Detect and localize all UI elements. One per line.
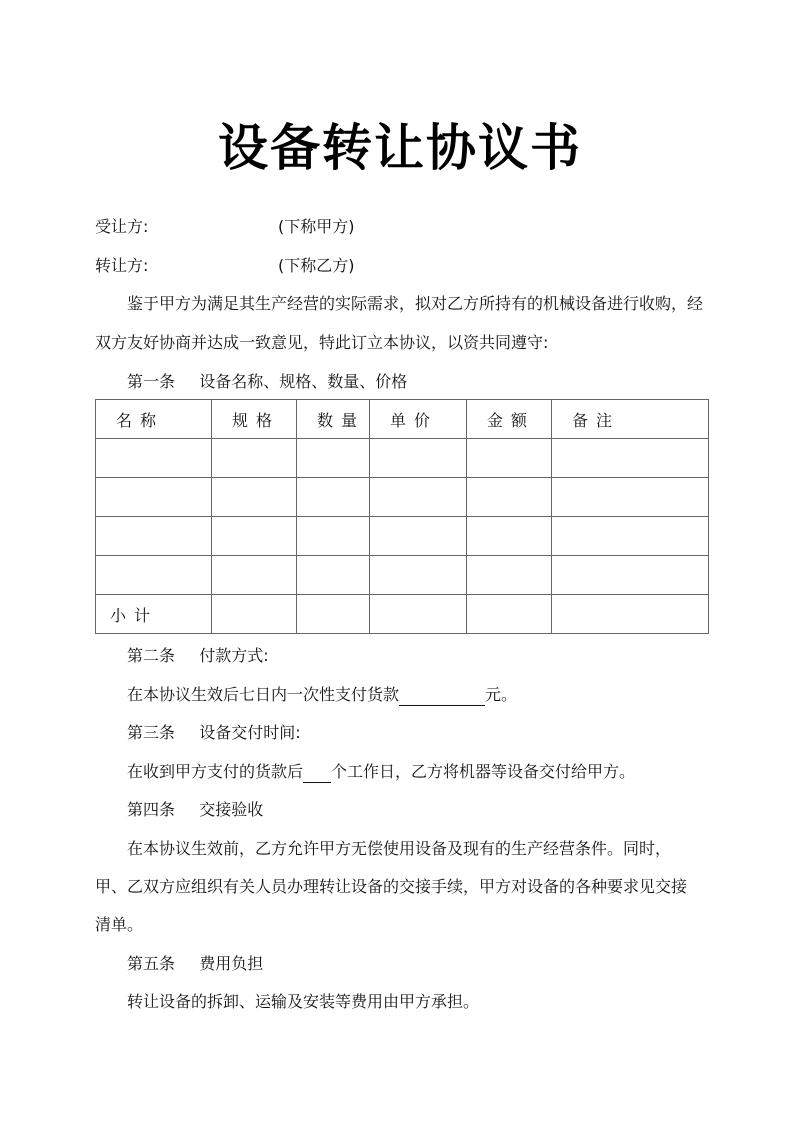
table-cell xyxy=(212,439,297,478)
table-cell xyxy=(212,556,297,595)
transferor-note: (下称乙方) xyxy=(278,256,355,275)
table-cell xyxy=(96,478,212,517)
article5-body: 转让设备的拆卸、运输及安装等费用由甲方承担。 xyxy=(127,992,480,1011)
article2-title: 付款方式: xyxy=(199,646,269,665)
table-cell xyxy=(297,517,370,556)
table-row xyxy=(96,556,709,595)
table-row xyxy=(96,478,709,517)
table-cell xyxy=(297,595,370,634)
article4-line-3: 清单。 xyxy=(95,915,144,934)
article2-heading xyxy=(127,645,269,667)
article4-heading xyxy=(127,799,263,821)
header-name: 名称 xyxy=(96,400,212,439)
payment-amount-blank[interactable] xyxy=(399,687,485,706)
article3-heading xyxy=(127,722,301,744)
article4-line-1: 在本协议生效前，乙方允许甲方无偿使用设备及现有的生产经营条件。同时， xyxy=(127,839,672,858)
table-cell xyxy=(552,595,709,634)
table-cell xyxy=(552,439,709,478)
article3-title: 设备交付时间: xyxy=(199,723,301,742)
equipment-table xyxy=(95,399,709,634)
transferor-label: 转让方: xyxy=(95,256,149,275)
table-cell xyxy=(552,478,709,517)
transferee-note: (下称甲方) xyxy=(278,217,355,236)
table-cell xyxy=(467,556,552,595)
table-cell xyxy=(370,556,467,595)
article4-number: 第四条 xyxy=(127,800,176,819)
table-cell xyxy=(467,517,552,556)
table-cell xyxy=(467,478,552,517)
table-cell xyxy=(370,595,467,634)
workdays-blank[interactable] xyxy=(303,764,331,783)
article1-heading xyxy=(127,371,407,393)
table-cell xyxy=(297,439,370,478)
article5-heading xyxy=(127,953,263,975)
header-remarks: 备注 xyxy=(552,400,709,439)
table-cell xyxy=(212,517,297,556)
table-cell xyxy=(96,556,212,595)
article1-number: 第一条 xyxy=(127,372,176,391)
table-cell xyxy=(370,478,467,517)
table-cell xyxy=(552,517,709,556)
article4-line-2: 甲、乙双方应组织有关人员办理转让设备的交接手续，甲方对设备的各种要求见交接 xyxy=(95,877,688,896)
article2-body-after: 元。 xyxy=(485,685,518,704)
article3-body-before: 在收到甲方支付的货款后 xyxy=(127,762,304,781)
table-cell xyxy=(467,595,552,634)
article3-body-after: 个工作日，乙方将机器等设备交付给甲方。 xyxy=(331,762,636,781)
table-cell xyxy=(467,439,552,478)
intro-line-1: 鉴于甲方为满足其生产经营的实际需求，拟对乙方所持有的机械设备进行收购，经 xyxy=(127,294,704,313)
intro-line-2: 双方友好协商并达成一致意见，特此订立本协议，以资共同遵守: xyxy=(95,333,549,352)
transferee-label: 受让方: xyxy=(95,217,149,236)
table-cell xyxy=(370,517,467,556)
table-cell xyxy=(297,478,370,517)
article2-body xyxy=(127,684,517,706)
table-cell xyxy=(370,439,467,478)
article4-title: 交接验收 xyxy=(199,800,264,819)
table-header-row xyxy=(96,400,709,439)
table-subtotal-row xyxy=(96,595,709,634)
header-amount: 金额 xyxy=(467,400,552,439)
article5-number: 第五条 xyxy=(127,954,176,973)
article5-title: 费用负担 xyxy=(199,954,264,973)
article2-body-before: 在本协议生效后七日内一次性支付货款 xyxy=(127,685,400,704)
table-row xyxy=(96,439,709,478)
header-quantity: 数量 xyxy=(297,400,370,439)
table-cell xyxy=(297,556,370,595)
header-spec: 规格 xyxy=(212,400,297,439)
table-row xyxy=(96,517,709,556)
table-cell xyxy=(212,595,297,634)
article2-number: 第二条 xyxy=(127,646,176,665)
table-cell xyxy=(96,439,212,478)
header-unit-price: 单价 xyxy=(370,400,467,439)
table-cell xyxy=(552,556,709,595)
article1-title: 设备名称、规格、数量、价格 xyxy=(199,372,408,391)
table-cell xyxy=(212,478,297,517)
subtotal-label: 小计 xyxy=(96,595,212,634)
document-title: 设备转让协议书 xyxy=(218,119,582,177)
article3-body xyxy=(127,761,635,783)
table-cell xyxy=(96,517,212,556)
article3-number: 第三条 xyxy=(127,723,176,742)
